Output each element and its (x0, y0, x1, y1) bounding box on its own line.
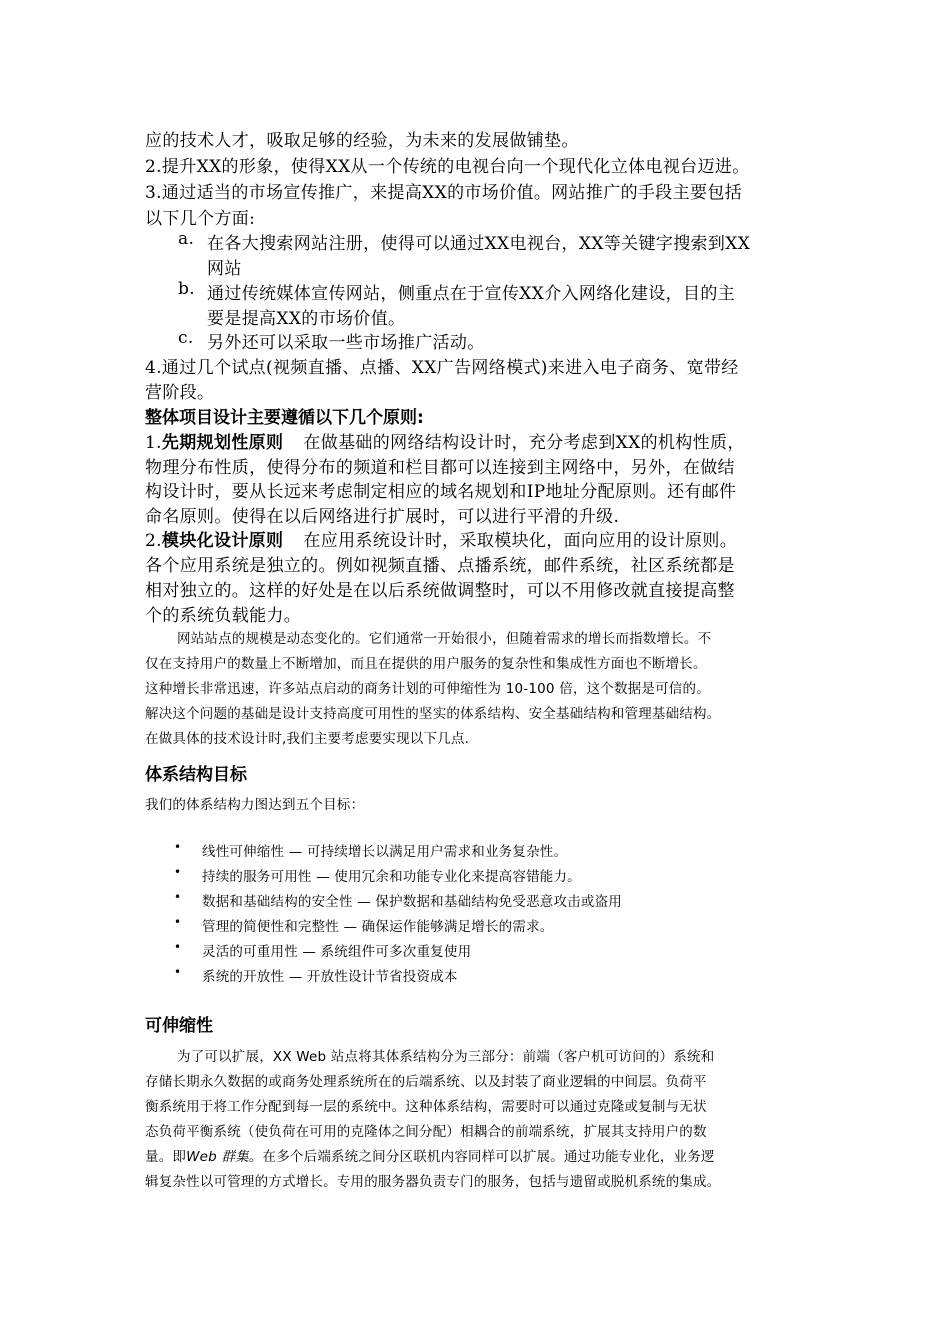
text-line: 仅在支持用户的数量上不断增加，而且在提供的用户服务的复杂性和集成性方面也不断增长。 (145, 656, 707, 672)
list-marker-c: c. (178, 328, 194, 348)
architecture-heading: 体系结构目标 (145, 765, 247, 785)
web-cluster-term: Web 群集 (186, 1149, 249, 1165)
text-line: 以下几个方面: (145, 209, 256, 229)
text-line: 构设计时，要从长远来考虑制定相应的域名规划和IP地址分配原则。还有邮件 (145, 482, 737, 502)
text-line: 存储长期永久数据的或商务处理系统所在的后端系统、以及封装了商业逻辑的中间层。负荷平 (145, 1074, 707, 1090)
principle-2-title: 模块化设计原则 (161, 531, 284, 551)
line-segment: 量。即 (145, 1149, 187, 1165)
bullet-icon: • (174, 840, 182, 854)
text-line: 4.通过几个试点(视频直播、点播、XX广告网络模式)来进入电子商务、宽带经 (145, 358, 739, 378)
line-segment: 。在多个后端系统之间分区联机内容同样可以扩展。通过功能专业化，业务逻 (248, 1149, 715, 1165)
scalability-line-5 (145, 1145, 715, 1165)
bullet-icon: • (174, 890, 182, 904)
list-item: 数据和基础结构的安全性 — 保护数据和基础结构免受恶意攻击或盗用 (202, 894, 622, 910)
list-item: 持续的服务可用性 — 使用冗余和功能专业化来提高容错能力。 (202, 869, 581, 885)
list-item-a-line1: 在各大搜索网站注册，使得可以通过XX电视台，XX等关键字搜索到XX (207, 234, 751, 254)
bullet-icon: • (174, 915, 182, 929)
text-line: 辑复杂性以可管理的方式增长。专用的服务器负责专门的服务，包括与遗留或脱机系统的集成。 (145, 1174, 721, 1190)
principle-2-text: 在应用系统设计时，采取模块化，面向应用的设计原则。 (303, 531, 738, 551)
list-item: 系统的开放性 — 开放性设计节省投资成本 (202, 969, 458, 985)
list-item: 管理的简便性和完整性 — 确保运作能够满足增长的需求。 (202, 919, 554, 935)
principle-1-title: 先期规划性原则 (161, 433, 284, 453)
text-line: 态负荷平衡系统（使负荷在可用的克隆体之间分配）相耦合的前端系统，扩展其支持用户的数 (145, 1124, 707, 1140)
text-line: 个的系统负载能力。 (145, 606, 302, 626)
text-line: 网站站点的规模是动态变化的。它们通常一开始很小，但随着需求的增长而指数增长。不 (177, 631, 712, 647)
architecture-intro: 我们的体系结构力图达到五个目标： (145, 797, 365, 813)
text-line: 应的技术人才，吸取足够的经验，为未来的发展做铺垫。 (145, 131, 579, 151)
text-line: 营阶段。 (145, 383, 215, 403)
principle-2-number: 2. (145, 531, 162, 551)
text-line: 3.通过适当的市场宣传推广，来提高XX的市场价值。网站推广的手段主要包括 (145, 183, 743, 203)
list-marker-a: a. (178, 229, 195, 249)
principle-2-first-line (145, 526, 737, 551)
list-marker-b: b. (178, 279, 195, 299)
list-item-c-line1: 另外还可以采取一些市场推广活动。 (207, 333, 485, 353)
principle-1-number: 1. (145, 433, 162, 453)
text-line: 命名原则。使得在以后网络进行扩展时，可以进行平滑的升级. (145, 507, 620, 527)
list-item: 灵活的可重用性 — 系统组件可多次重复使用 (202, 944, 472, 960)
list-item-b-line2: 要是提高XX的市场价值。 (207, 309, 406, 329)
text-line: 相对独立的。这样的好处是在以后系统做调整时，可以不用修改就直接提高整 (145, 581, 735, 601)
text-line: 这种增长非常迅速，许多站点启动的商务计划的可伸缩性为 10-100 倍，这个数据是可信的。 (145, 681, 710, 697)
principle-1-first-line (145, 428, 745, 453)
list-item-a-line2: 网站 (207, 259, 242, 279)
list-item: 线性可伸缩性 — 可持续增长以满足用户需求和业务复杂性。 (202, 844, 568, 860)
list-item-b-line1: 通过传统媒体宣传网站，侧重点在于宣传XX介入网络化建设，目的主 (207, 284, 736, 304)
bullet-icon: • (174, 940, 182, 954)
bullet-icon: • (174, 965, 182, 979)
text-line: 2.提升XX的形象，使得XX从一个传统的电视台向一个现代化立体电视台迈进。 (145, 157, 750, 177)
bullet-icon: • (174, 865, 182, 879)
text-line: 解决这个问题的基础是设计支持高度可用性的坚实的体系结构、安全基础结构和管理基础结构。 (145, 706, 721, 722)
text-line: 各个应用系统是独立的。例如视频直播、点播系统，邮件系统，社区系统都是 (145, 556, 735, 576)
principle-1-text: 在做基础的网络结构设计时，充分考虑到XX的机构性质， (303, 433, 745, 453)
text-line: 为了可以扩展，XX Web 站点将其体系结构分为三部分：前端（客户机可访问的）系统和 (177, 1049, 715, 1065)
text-line: 物理分布性质，使得分布的频道和栏目都可以连接到主网络中，另外，在做结 (145, 458, 735, 478)
scalability-heading: 可伸缩性 (145, 1016, 213, 1036)
principles-heading: 整体项目设计主要遵循以下几个原则: (145, 408, 424, 428)
text-line: 在做具体的技术设计时,我们主要考虑要实现以下几点. (145, 731, 470, 747)
text-line: 衡系统用于将工作分配到每一层的系统中。这种体系结构，需要时可以通过克隆或复制与无状 (145, 1099, 707, 1115)
